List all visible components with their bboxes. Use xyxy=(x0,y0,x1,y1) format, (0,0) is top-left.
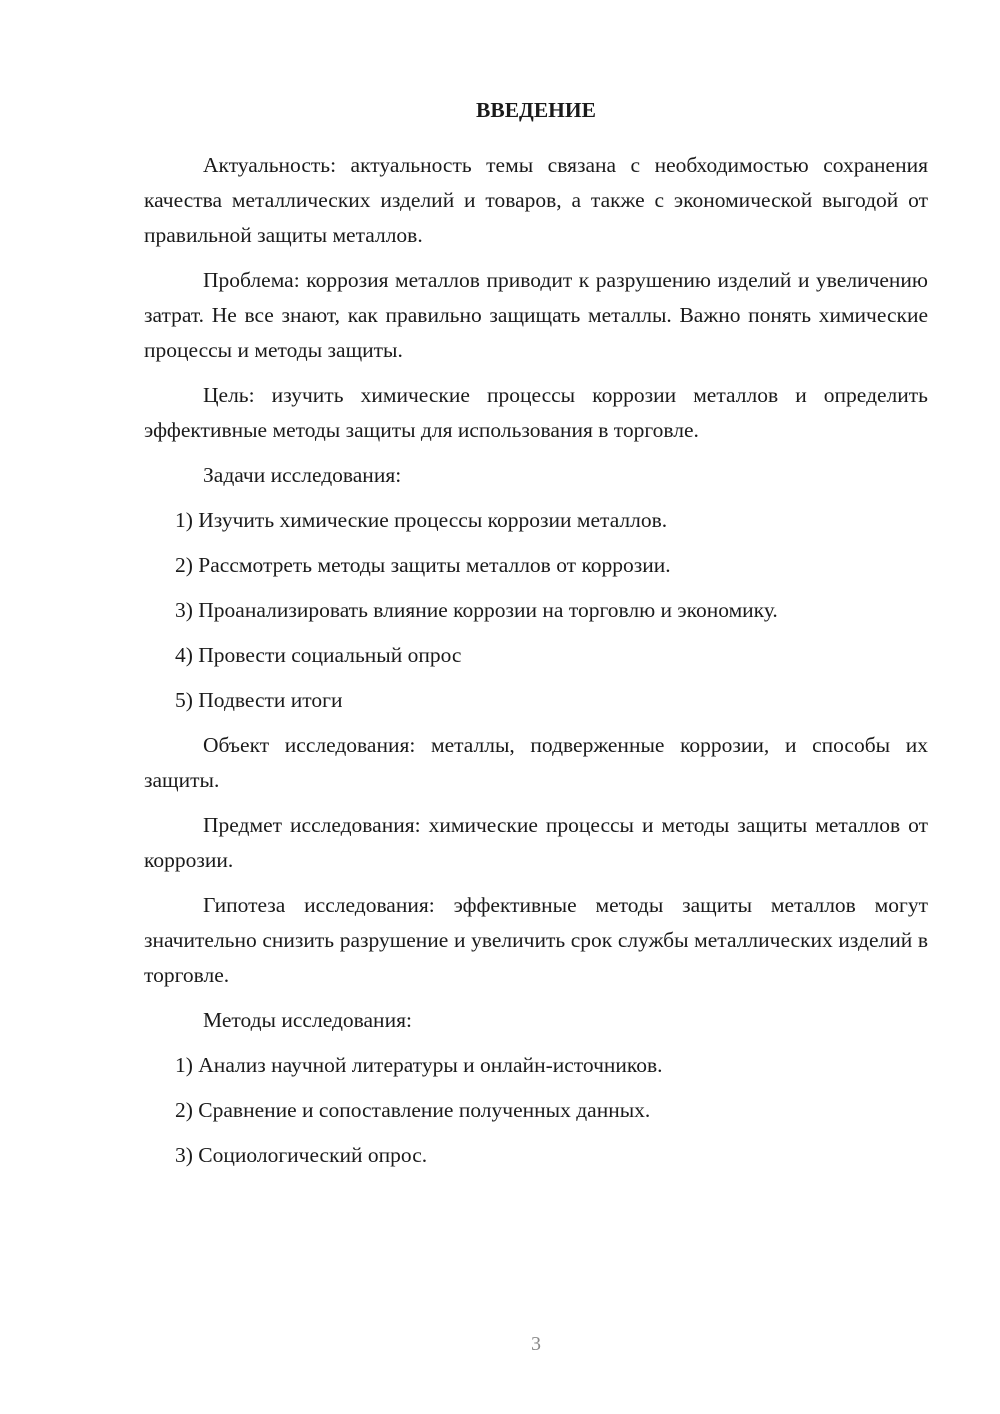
page-content xyxy=(144,92,928,1183)
page-number: 3 xyxy=(531,1333,541,1355)
goal-paragraph: Цель: изучить химические процессы коррозии металлов и определить эффективные методы защиты для использования в торговле. xyxy=(144,383,928,442)
hypothesis-paragraph: Гипотеза исследования: эффективные методы защиты металлов могут значительно снизить разрушение и увеличить срок службы металлических изделий в торговле. xyxy=(144,893,928,987)
tasks-list xyxy=(144,503,928,718)
method-item: 1) Анализ научной литературы и онлайн-источников. xyxy=(175,1053,663,1077)
task-item: 5) Подвести итоги xyxy=(175,688,343,712)
methods-title: Методы исследования: xyxy=(203,1008,412,1032)
object-paragraph: Объект исследования: металлы, подверженные коррозии, и способы их защиты. xyxy=(144,733,928,792)
method-item: 2) Сравнение и сопоставление полученных данных. xyxy=(175,1098,651,1122)
task-item: 3) Проанализировать влияние коррозии на торговлю и экономику. xyxy=(175,598,778,622)
task-item: 2) Рассмотреть методы защиты металлов от коррозии. xyxy=(175,553,671,577)
method-item: 3) Социологический опрос. xyxy=(175,1143,428,1167)
tasks-title: Задачи исследования: xyxy=(203,463,402,487)
methods-list xyxy=(144,1048,928,1173)
relevance-paragraph: Актуальность: актуальность темы связана с необходимостью сохранения качества металлических изделий и товаров, а также с экономической выгодой от правильной защиты металлов. xyxy=(144,153,928,247)
section-heading: ВВЕДЕНИЕ xyxy=(476,98,596,122)
subject-paragraph: Предмет исследования: химические процессы и методы защиты металлов от коррозии. xyxy=(144,813,928,872)
problem-paragraph: Проблема: коррозия металлов приводит к разрушению изделий и увеличению затрат. Не все знают, как правильно защищать металлы. Важно понять химические процессы и методы защиты. xyxy=(144,268,928,362)
task-item: 1) Изучить химические процессы коррозии металлов. xyxy=(175,508,668,532)
task-item: 4) Провести социальный опрос xyxy=(175,643,462,667)
